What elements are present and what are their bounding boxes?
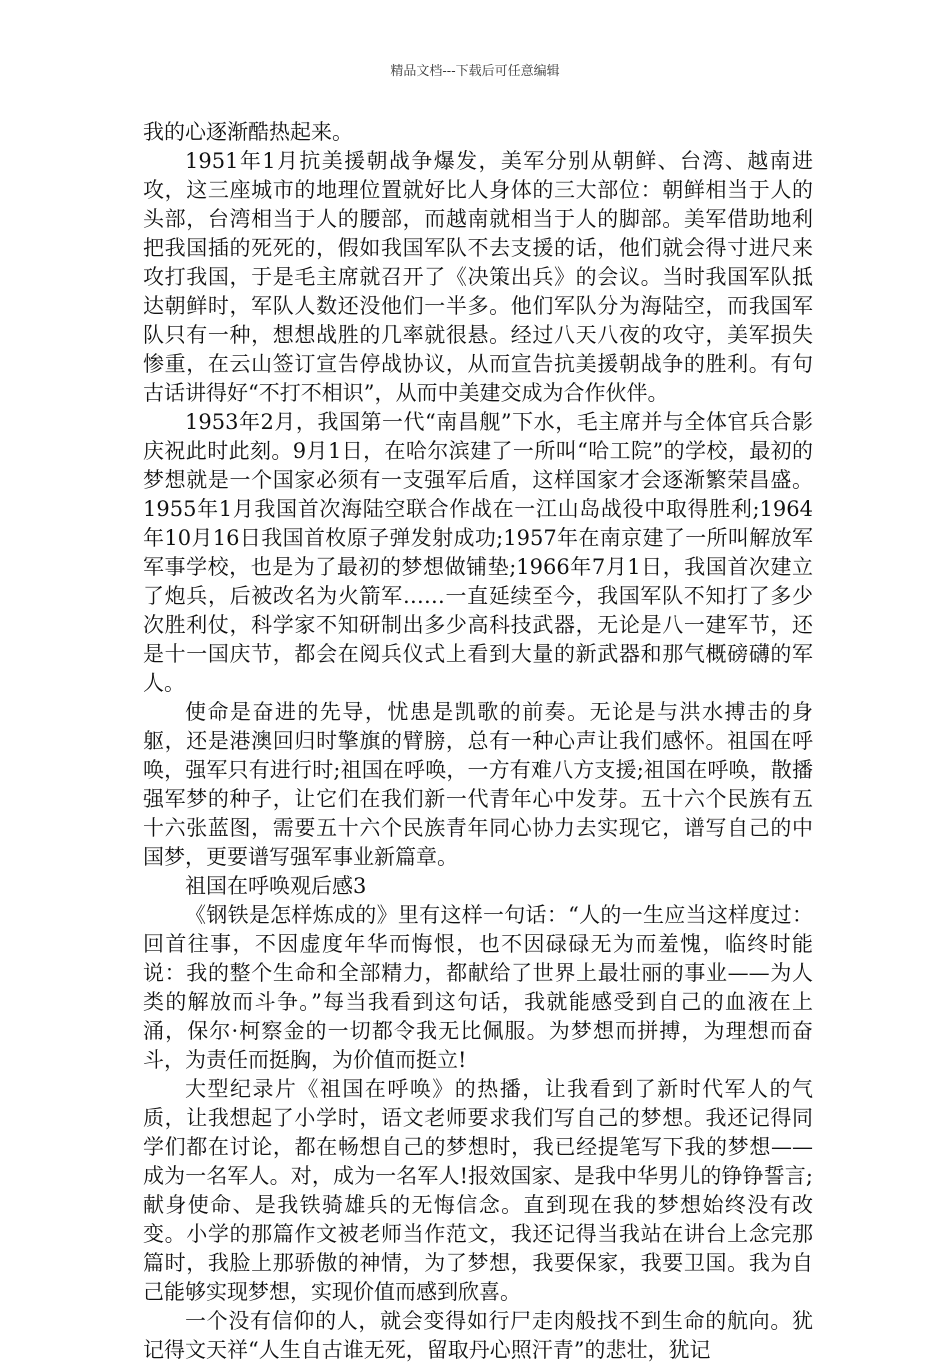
paragraph-military-history: 1953年2月，我国第一代“南昌舰”下水，毛主席并与全体官兵合影庆祝此时此刻。9月1日，在哈尔滨建了一所叫“哈工院”的学校，最初的梦想就是一个国家必须有一支强军后盾，这样国家才会逐渐繁荣昌盛。1955年1月我国首次海陆空联合作战在一江山岛战役中取得胜利;1964年10月16日我国首枚原子弹发射成功;1957年在南京建了一所叫解放军军事学校，也是为了最初的梦想做铺垫;1966年7月1日，我国首次建立了炮兵，后被改名为火箭军……一直延续至今，我国军队不知打了多少次胜利仗，科学家不知研制出多少高科技武器，无论是八一建军节，还是十一国庆节，都会在阅兵仪式上看到大量的新武器和那气概磅礴的军人。 bbox=[143, 410, 813, 695]
paragraph-documentary: 大型纪录片《祖国在呼唤》的热播，让我看到了新时代军人的气质，让我想起了小学时，语文老师要求我们写自己的梦想。我还记得同学们都在讨论，都在畅想自己的梦想时，我已经提笔写下我的梦想——成为一名军人。对，成为一名军人!报效国家、是我中华男儿的铮铮誓言;献身使命、是我铁骑雄兵的无悔信念。直到现在我的梦想始终没有改变。小学的那篇作文被老师当作范文，我还记得当我站在讲台上念完那篇时，我脸上那骄傲的神情，为了梦想，我要保家，我要卫国。我为自己能够实现梦想，实现价值而感到欣喜。 bbox=[143, 1077, 813, 1304]
paragraph-steel-quote: 《钢铁是怎样炼成的》里有这样一句话：“人的一生应当这样度过：回首往事，不因虚度年华而悔恨，也不因碌碌无为而羞愧，临终时能说：我的整个生命和全部精力，都献给了世界上最壮丽的事业——为人类的解放而斗争。”每当我看到这句话，我就能感受到自己的血液在上涌，保尔·柯察金的一切都令我无比佩服。为梦想而拼搏，为理想而奋斗，为责任而挺胸，为价值而挺立! bbox=[143, 903, 813, 1072]
page-header: 精品文档---下载后可任意编辑 bbox=[390, 64, 560, 79]
document-body bbox=[143, 118, 813, 1365]
paragraph-mission: 使命是奋进的先导，忧患是凯歌的前奏。无论是与洪水搏击的身躯，还是港澳回归时擎旗的臂膀，总有一种心声让我们感怀。祖国在呼唤，强军只有进行时;祖国在呼唤，一方有难八方支援;祖国在呼唤，散播强军梦的种子，让它们在我们新一代青年心中发芽。五十六个民族有五十六张蓝图，需要五十六个民族青年同心协力去实现它，谱写自己的中国梦，更要谱写强军事业新篇章。 bbox=[143, 700, 813, 869]
paragraph-korean-war: 1951年1月抗美援朝战争爆发，美军分别从朝鲜、台湾、越南进攻，这三座城市的地理位置就好比人身体的三大部位：朝鲜相当于人的头部，台湾相当于人的腰部，而越南就相当于人的脚部。美军借助地利把我国插的死死的，假如我国军队不去支援的话，他们就会得寸进尺来攻打我国，于是毛主席就召开了《决策出兵》的会议。当时我国军队抵达朝鲜时，军队人数还没他们一半多。他们军队分为海陆空，而我国军队只有一种，想想战胜的几率就很悬。经过八天八夜的攻守，美军损失惨重，在云山签订宣告停战协议，从而宣告抗美援朝战争的胜利。有句古话讲得好“不打不相识”，从而中美建交成为合作伙伴。 bbox=[143, 149, 813, 405]
paragraph-belief: 一个没有信仰的人，就会变得如行尸走肉般找不到生命的航向。犹记得文天祥“人生自古谁无死，留取丹心照汗青”的悲壮，犹记 bbox=[143, 1309, 813, 1362]
section-heading: 祖国在呼唤观后感3 bbox=[185, 874, 367, 898]
paragraph-continuation: 我的心逐渐酷热起来。 bbox=[143, 120, 353, 144]
